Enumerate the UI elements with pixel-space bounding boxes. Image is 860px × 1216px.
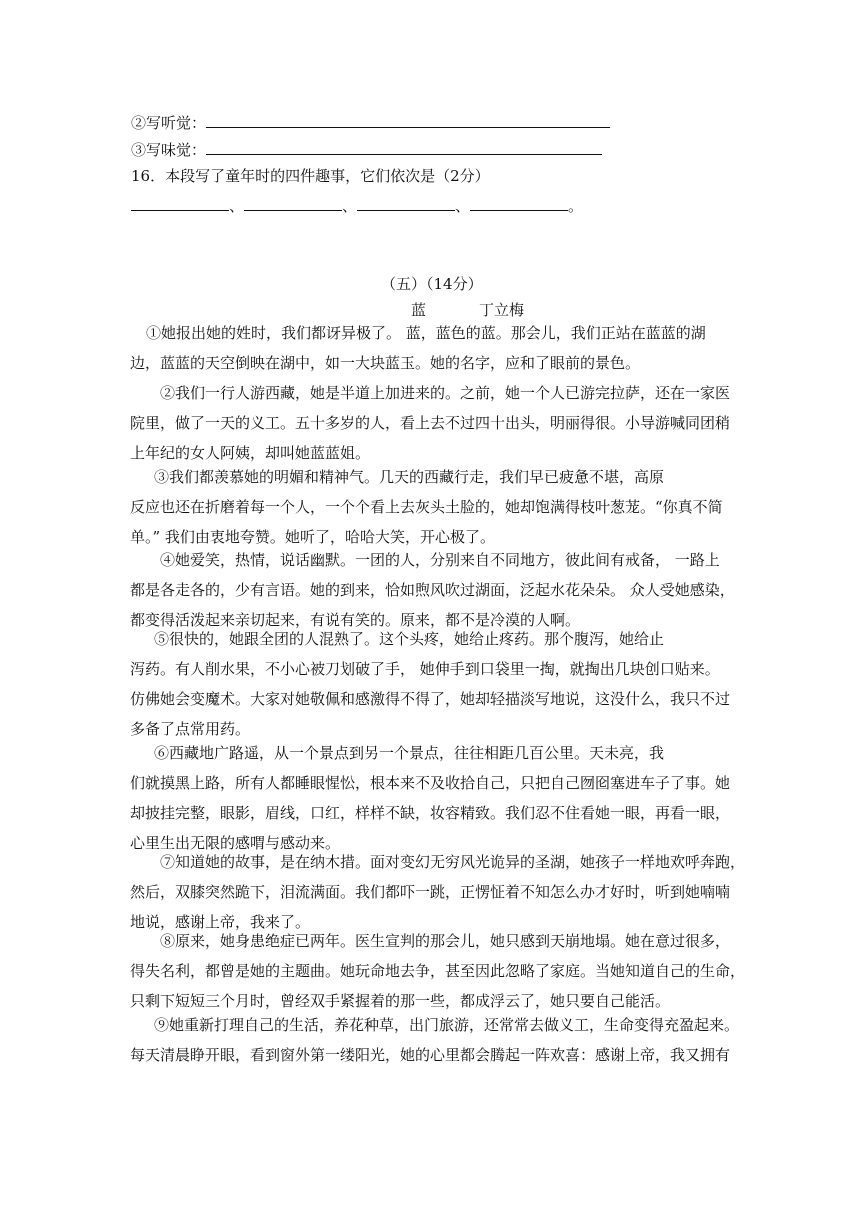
paragraph-line: ④她爱笑，热情，说话幽默。一团的人，分别来自不同地方，彼此间有戒备， 一路上 — [160, 551, 720, 569]
paragraph-line: ⑥西藏地广路遥，从一个景点到另一个景点，往往相距几百公里。天未亮，我 — [154, 744, 665, 762]
paragraph-1 — [130, 318, 735, 378]
q16-separator: 、 — [455, 197, 471, 215]
q16-blank-4[interactable] — [470, 196, 568, 211]
article-title: 蓝 — [411, 301, 427, 319]
paragraph-line: 心里生出无限的感喟与感动来。 — [130, 834, 341, 852]
paragraph-line: 泻药。有人削水果，不小心被刀划破了手， 她伸手到口袋里一掏，就掏出几块创口贴来。 — [130, 660, 720, 678]
section-heading: （五）（14分） — [381, 275, 483, 293]
paragraph-line: 上年纪的女人阿姨，却叫她蓝蓝姐。 — [130, 444, 371, 462]
paragraph-2 — [130, 378, 735, 468]
hearing-answer-blank[interactable] — [206, 113, 610, 128]
paragraph-line: 们就摸黑上路，所有人都睡眼惺忪，根本来不及收拾自己，只把自己囫囵塞进车子了事。她 — [130, 774, 731, 792]
paragraph-line: ⑦知道她的故事，是在纳木措。面对变幻无穷风光诡异的圣湖，她孩子一样地欢呼奔跑， — [160, 853, 746, 871]
paragraph-line: 得失名利，都曾是她的主题曲。她玩命地去争，甚至因此忽略了家庭。当她知道自己的生命， — [130, 962, 746, 980]
paragraph-9 — [130, 1010, 740, 1070]
paragraph-8 — [130, 926, 746, 1016]
q16-blank-2[interactable] — [244, 196, 342, 211]
q16-separator: 、 — [229, 197, 245, 215]
paragraph-line: 仿佛她会变魔术。大家对她敬佩和感激得不得了，她却轻描淡写地说，这没什么，我只不过 — [130, 690, 731, 708]
paragraph-3 — [130, 462, 735, 552]
paragraph-line: 地说，感谢上帝，我来了。 — [130, 913, 311, 931]
q16-blank-3[interactable] — [357, 196, 455, 211]
q16-separator: 、 — [342, 197, 358, 215]
paragraph-7 — [130, 847, 746, 937]
paragraph-line: 都变得活泼起来亲切起来，有说有笑的。原来，都不是冷漠的人啊。 — [130, 611, 581, 629]
paragraph-line: 反应也还在折磨着每一个人，一个个看上去灰头土脸的，她却饱满得枝叶葱茏。“你真不简 — [130, 498, 723, 516]
paragraph-line: ⑧原来，她身患绝症已两年。医生宣判的那会儿，她只感到天崩地塌。她在意过很多， — [160, 932, 731, 950]
paragraph-line: 每天清晨睁开眼，看到窗外第一缕阳光，她的心里都会腾起一阵欢喜：感谢上帝，我又拥有 — [130, 1046, 731, 1064]
paragraph-6 — [130, 738, 735, 858]
taste-label: ③写味觉： — [131, 141, 207, 159]
paragraph-line: 都是各走各的，少有言语。她的到来，恰如煦风吹过湖面，泛起水花朵朵。 众人受她感染， — [130, 581, 735, 599]
q16-answer-line — [131, 196, 583, 216]
paragraph-line: ③我们都羡慕她的明媚和精神气。几天的西藏行走，我们早已疲惫不堪，高原 — [154, 468, 665, 486]
taste-answer-blank[interactable] — [206, 140, 602, 155]
paragraph-line: 却披挂完整，眼影，眉线，口红，样样不缺，妆容精致。我们忍不住看她一眼，再看一眼， — [130, 804, 731, 822]
paragraph-line: 院里，做了一天的义工。五十多岁的人，看上去不过四十出头，明丽得很。小导游喊同团稍 — [130, 414, 731, 432]
hearing-label: ②写听觉： — [131, 114, 207, 132]
paragraph-line: 边，蓝蓝的天空倒映在湖中，如一大块蓝玉。她的名字，应和了眼前的景色。 — [130, 354, 641, 372]
paragraph-line: 只剩下短短三个月时，曾经双手紧握着的那一些，都成浮云了，她只要自己能活。 — [130, 992, 671, 1010]
paragraph-line: 然后，双膝突然跪下，泪流满面。我们都吓一跳，正愣怔着不知怎么办才好时，听到她喃喃 — [130, 883, 731, 901]
paragraph-line: ⑤很快的，她跟全团的人混熟了。这个头疼，她给止疼药。那个腹泻，她给止 — [154, 630, 665, 648]
question-16: 16．本段写了童年时的四件趣事，它们依次是（2分） — [131, 167, 490, 185]
paragraph-line: 多备了点常用药。 — [130, 720, 251, 738]
paragraph-line: ②我们一行人游西藏，她是半道上加进来的。之前，她一个人已游完拉萨，还在一家医 — [160, 384, 731, 402]
paragraph-5 — [130, 624, 735, 744]
article-author: 丁立梅 — [479, 301, 525, 319]
paragraph-line: 单。” 我们由衷地夸赞。她听了，哈哈大笑，开心极了。 — [130, 528, 495, 546]
hearing-line — [131, 113, 610, 133]
paragraph-line: ①她报出她的姓时，我们都讶异极了。 蓝，蓝色的蓝。那会儿，我们正站在蓝蓝的湖 — [146, 324, 706, 342]
q16-blank-1[interactable] — [131, 196, 229, 211]
q16-end-mark: 。 — [568, 197, 584, 215]
paragraph-line: ⑨她重新打理自己的生活，养花种草，出门旅游，还常常去做义工，生命变得充盈起来。 — [154, 1016, 740, 1034]
paragraph-4 — [130, 545, 735, 635]
taste-line — [131, 140, 602, 160]
